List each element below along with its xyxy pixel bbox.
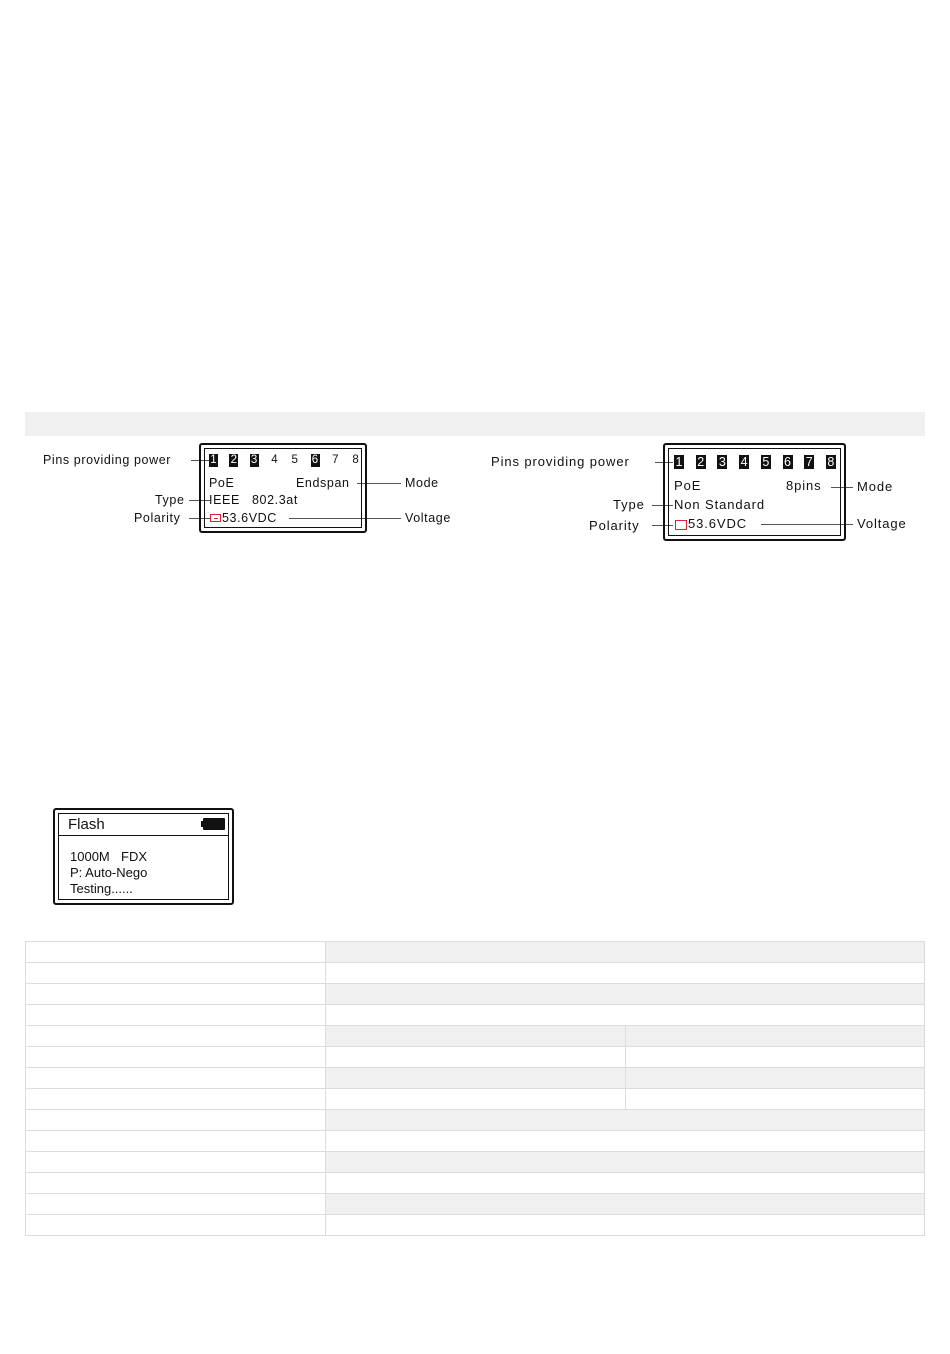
test-status: Testing...... (70, 881, 133, 896)
pin-7: 7 (332, 454, 339, 466)
table-row (26, 1131, 925, 1152)
pin-1: 1 (210, 454, 217, 466)
polarity-icon (675, 520, 687, 530)
voltage-value: 53.6VDC (222, 511, 277, 525)
label-voltage: Voltage (857, 516, 907, 531)
label-mode: Mode (857, 479, 894, 494)
pin-3: 3 (250, 454, 258, 466)
table-row (26, 1194, 925, 1215)
spec-table (25, 941, 925, 1236)
table-row (26, 942, 925, 963)
pin-5: 5 (291, 454, 298, 466)
pin-6: 6 (311, 454, 319, 466)
table-row (26, 1026, 925, 1047)
pin-7: 7 (805, 455, 813, 469)
mode-value: Endspan (296, 476, 350, 490)
battery-icon (203, 818, 225, 830)
duplex-mode: FDX (121, 849, 147, 864)
pin-6: 6 (784, 455, 791, 469)
pin-2: 2 (697, 455, 705, 469)
pin-4: 4 (271, 454, 278, 466)
link-speed: 1000M (70, 849, 110, 864)
label-voltage: Voltage (405, 511, 451, 525)
table-row (26, 1005, 925, 1026)
pin-8: 8 (352, 454, 359, 466)
pin-8: 8 (827, 455, 835, 469)
pin-1: 1 (675, 455, 683, 469)
section-header-band (25, 412, 925, 436)
label-mode: Mode (405, 476, 439, 490)
table-row (26, 1152, 925, 1173)
label-pins-providing-power: Pins providing power (491, 454, 630, 469)
screen-header (59, 814, 228, 836)
flash-lcd-screen (53, 808, 234, 905)
table-row (26, 1047, 925, 1068)
table-row (26, 1173, 925, 1194)
voltage-value: 53.6VDC (688, 516, 748, 531)
pin-3: 3 (718, 455, 726, 469)
label-polarity: Polarity (589, 518, 640, 533)
label-pins-providing-power: Pins providing power (43, 453, 172, 467)
poe-label: PoE (674, 478, 702, 493)
port-mode: P: Auto-Nego (70, 865, 148, 880)
label-type: Type (155, 493, 185, 507)
pin-4: 4 (740, 455, 748, 469)
type-value: IEEE (209, 493, 240, 507)
table-row (26, 984, 925, 1005)
label-type: Type (613, 497, 645, 512)
table-row (26, 1110, 925, 1131)
table-row (26, 1089, 925, 1110)
type-standard: 802.3at (252, 493, 298, 507)
table-row (26, 963, 925, 984)
pin-2: 2 (230, 454, 237, 466)
table-row (26, 1215, 925, 1236)
poe-label: PoE (209, 476, 235, 490)
screen-title: Flash (68, 816, 105, 833)
label-polarity: Polarity (134, 511, 181, 525)
pin-5: 5 (762, 455, 770, 469)
type-value: Non Standard (674, 497, 766, 512)
mode-value: 8pins (786, 478, 822, 493)
table-row (26, 1068, 925, 1089)
polarity-icon (210, 514, 221, 522)
